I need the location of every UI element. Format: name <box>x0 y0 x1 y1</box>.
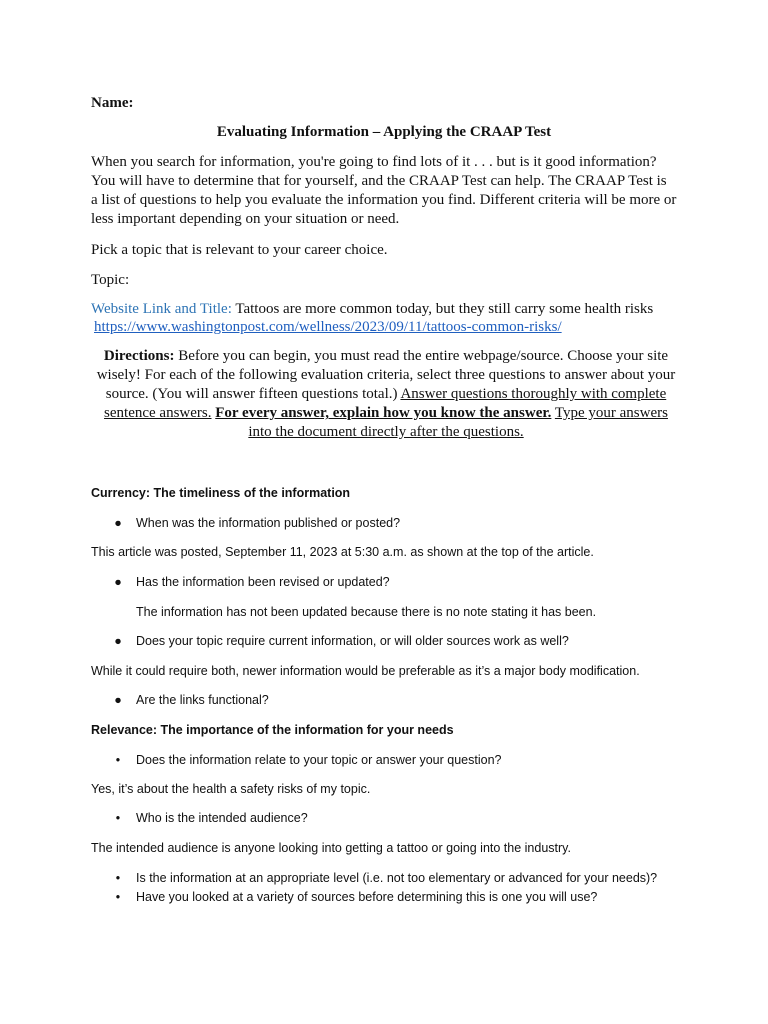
answer-text: This article was posted, September 11, 2023 at 5:30 a.m. as shown at the top of the article. <box>91 545 594 559</box>
list-item <box>0 633 768 649</box>
answer-text: While it could require both, newer information would be preferable as it’s a major body modification. <box>91 664 640 678</box>
question-text: When was the information published or posted? <box>136 516 401 530</box>
pick-topic-instruction: Pick a topic that is relevant to your career choice. <box>91 242 388 258</box>
answer-text: The information has not been updated because there is no note stating it has been. <box>136 605 597 619</box>
list-item <box>0 692 768 708</box>
directions-text: Before you can begin, you must read the entire webpage/source. Choose your site wisely! For each of the following evaluation criteria, select three questions to answer about your source. (You will answer fifteen questions total.) <box>96 348 676 402</box>
list-item <box>0 870 768 886</box>
question-text: Does the information relate to your topic or answer your question? <box>136 753 502 767</box>
answer-text: Yes, it’s about the health a safety risks of my topic. <box>91 782 371 796</box>
bullet-icon: ● <box>114 634 122 648</box>
bullet-icon: • <box>115 811 121 825</box>
website-url-link[interactable]: https://www.washingtonpost.com/wellness/2023/09/11/tattoos-common-risks/ <box>94 319 562 335</box>
topic-label: Topic: <box>91 272 130 288</box>
bullet-icon: • <box>115 871 121 885</box>
website-label: Website Link and Title: <box>91 301 232 317</box>
question-text: Who is the intended audience? <box>136 811 308 825</box>
answer-text: The intended audience is anyone looking into getting a tattoo or going into the industry. <box>91 841 571 855</box>
name-label: Name: <box>91 95 134 111</box>
intro-paragraph: When you search for information, you're going to find lots of it . . . but is it good information? You will have to determine that for yourself, and the CRAAP Test can help. The CRAAP Test is a list of questions to help you evaluate the information you find. Different criteria will be more or less important depending on your situation or need. <box>91 154 677 227</box>
relevance-heading: Relevance: The importance of the information for your needs <box>91 723 454 737</box>
question-text: Has the information been revised or updated? <box>136 575 390 589</box>
question-text: Are the links functional? <box>136 693 269 707</box>
bullet-icon: ● <box>114 516 122 530</box>
document-title: Evaluating Information – Applying the CRAAP Test <box>216 124 552 140</box>
list-item <box>0 515 768 531</box>
website-line <box>91 300 691 319</box>
directions-paragraph <box>94 347 678 442</box>
website-title: Tattoos are more common today, but they still carry some health risks <box>235 301 654 317</box>
question-text: Does your topic require current information, or will older sources work as well? <box>136 634 569 648</box>
directions-bold-instruction: For every answer, explain how you know the answer. <box>215 405 552 421</box>
list-item <box>0 889 768 905</box>
list-item <box>0 752 768 768</box>
question-text: Is the information at an appropriate level (i.e. not too elementary or advanced for your needs)? <box>136 871 658 885</box>
website-url-line <box>94 318 562 337</box>
bullet-icon: • <box>115 890 121 904</box>
bullet-icon: ● <box>114 693 122 707</box>
list-item <box>0 574 768 590</box>
directions-underlined-2: Type your answers into the document directly after the questions. <box>248 405 668 440</box>
question-text: Have you looked at a variety of sources before determining this is one you will use? <box>136 890 598 904</box>
directions-label: Directions: <box>103 348 175 364</box>
currency-heading: Currency: The timeliness of the information <box>91 486 351 500</box>
bullet-icon: • <box>115 753 121 767</box>
bullet-icon: ● <box>114 575 122 589</box>
directions-underlined-1: Answer questions thoroughly with complete sentence answers. <box>104 386 667 421</box>
list-item <box>0 810 768 826</box>
